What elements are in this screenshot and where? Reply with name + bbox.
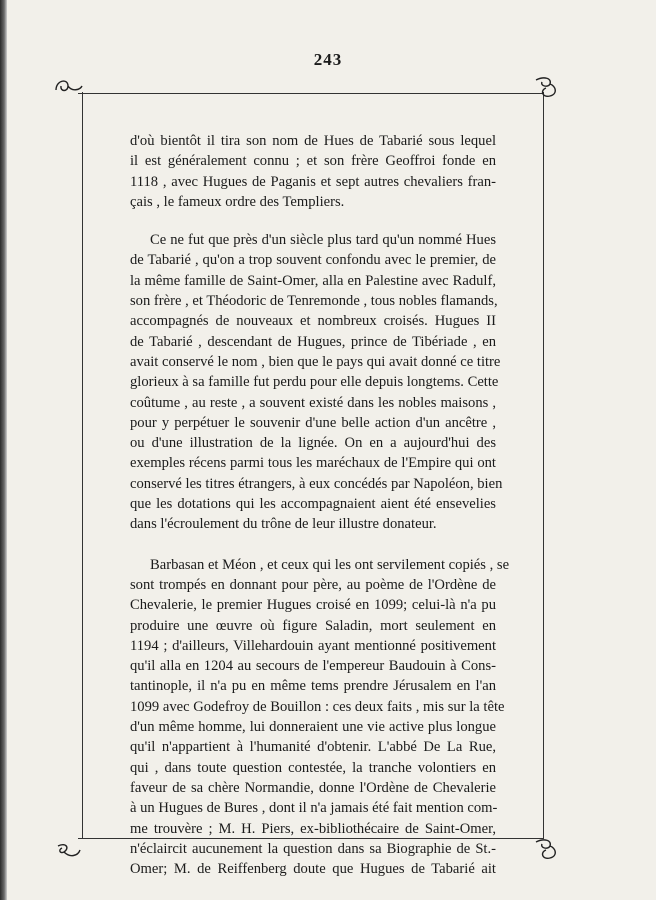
text-line: il est généralement connu ; et son frère Geoffroi fonde en — [130, 153, 496, 170]
text-line: produire une œuvre où figure Saladin, mort seulement en — [130, 617, 496, 634]
text-line: Omer; M. de Reiffenberg doute que Hugues de Tabarié ait — [130, 861, 496, 878]
text-line: tantinople, il n'a pu en même tems prendre Jérusalem en l'an — [130, 678, 496, 695]
text-line: Chevalerie, le premier Hugues croisé en 1099; celui-là n'a pu — [130, 597, 496, 614]
corner-ornament-bottom-left-icon — [52, 836, 86, 866]
text-line: accompagnés de nouveaux et nombreux croisés. Hugues II — [130, 313, 496, 330]
text-line: qui , dans toute question contestée, la tranche volontiers en — [130, 759, 496, 776]
text-line: que les dotations qui les accompagnaient aient été ensevelies — [130, 496, 496, 513]
text-line: dans l'écroulement du trône de leur illustre donateur. — [130, 516, 437, 533]
text-line: 1118 , avec Hugues de Paganis et sept autres chevaliers fran- — [130, 173, 496, 190]
paragraph-3 — [130, 555, 510, 880]
body-text — [130, 131, 510, 879]
page-number: 243 — [313, 50, 343, 69]
corner-ornament-top-right-icon — [530, 72, 564, 102]
text-line: de Tabarié , descendant de Hugues, prince de Tibériade , en — [130, 333, 496, 350]
text-line: glorieux à sa famille fut perdu pour elle depuis longtems. Cette — [130, 374, 499, 391]
text-line: coûtume , au reste , a souvent existé dans les nobles maisons , — [130, 394, 496, 411]
text-line: 1194 ; d'ailleurs, Villehardouin ayant mentionné positivement — [130, 637, 496, 654]
text-line: n'éclaircit aucunement la question dans sa Biographie de St.- — [130, 840, 496, 857]
text-line: avait conservé le nom , bien que le pays qui avait donné ce titre — [130, 353, 501, 370]
text-line: la même famille de Saint-Omer, alla en Palestine avec Radulf, — [130, 272, 496, 289]
text-line: d'un même homme, lui donneraient une vie active plus longue — [130, 719, 496, 736]
text-line: d'où bientôt il tira son nom de Hues de Tabarié sous lequel — [130, 133, 496, 149]
text-line: de Tabarié , qu'on a trop souvent confondu avec le premier, de — [130, 252, 496, 269]
corner-ornament-bottom-right-icon — [530, 836, 564, 866]
frame-top-rule — [78, 93, 544, 94]
paragraph-1 — [130, 131, 496, 212]
text-line: faveur de sa chère Normandie, donne l'Ordène de Chevalerie — [130, 779, 496, 796]
text-line: me trouvère ; M. H. Piers, ex-bibliothécaire de Saint-Omer, — [130, 820, 496, 837]
text-line: ou d'une illustration de la lignée. On en a aujourd'hui des — [130, 435, 496, 452]
text-line: 1099 avec Godefroy de Bouillon : ces deux faits , mis sur la tête — [130, 698, 505, 715]
text-line: à un Hugues de Bures , dont il n'a jamais été fait mention com- — [130, 800, 498, 817]
book-spine-edge — [0, 0, 7, 900]
text-line: conservé les titres étrangers, à eux concédés par Napoléon, bien — [130, 475, 503, 492]
text-line: sont trompés en donnant pour père, au poème de l'Ordène de — [130, 576, 496, 593]
text-line: pour y perpétuer le souvenir d'une belle action d'un ancêtre , — [130, 414, 496, 431]
text-line: Ce ne fut que près d'un siècle plus tard qu'un nommé Hues — [150, 232, 496, 249]
text-line: qu'il alla en 1204 au secours de l'empereur Baudouin à Cons- — [130, 658, 496, 675]
paragraph-2 — [130, 230, 503, 534]
text-line: çais , le fameux ordre des Templiers. — [130, 193, 345, 210]
text-line: son frère , et Théodoric de Tenremonde , tous nobles flamands, — [130, 293, 498, 310]
text-line: qu'il n'appartient à l'humanité d'obtenir. L'abbé De La Rue, — [130, 739, 496, 756]
corner-ornament-top-left-icon — [52, 72, 86, 102]
text-line: exemples récens parmi tous les maréchaux de l'Empire qui ont — [130, 455, 496, 472]
text-line: Barbasan et Méon , et ceux qui les ont servilement copiés , se — [150, 556, 510, 573]
